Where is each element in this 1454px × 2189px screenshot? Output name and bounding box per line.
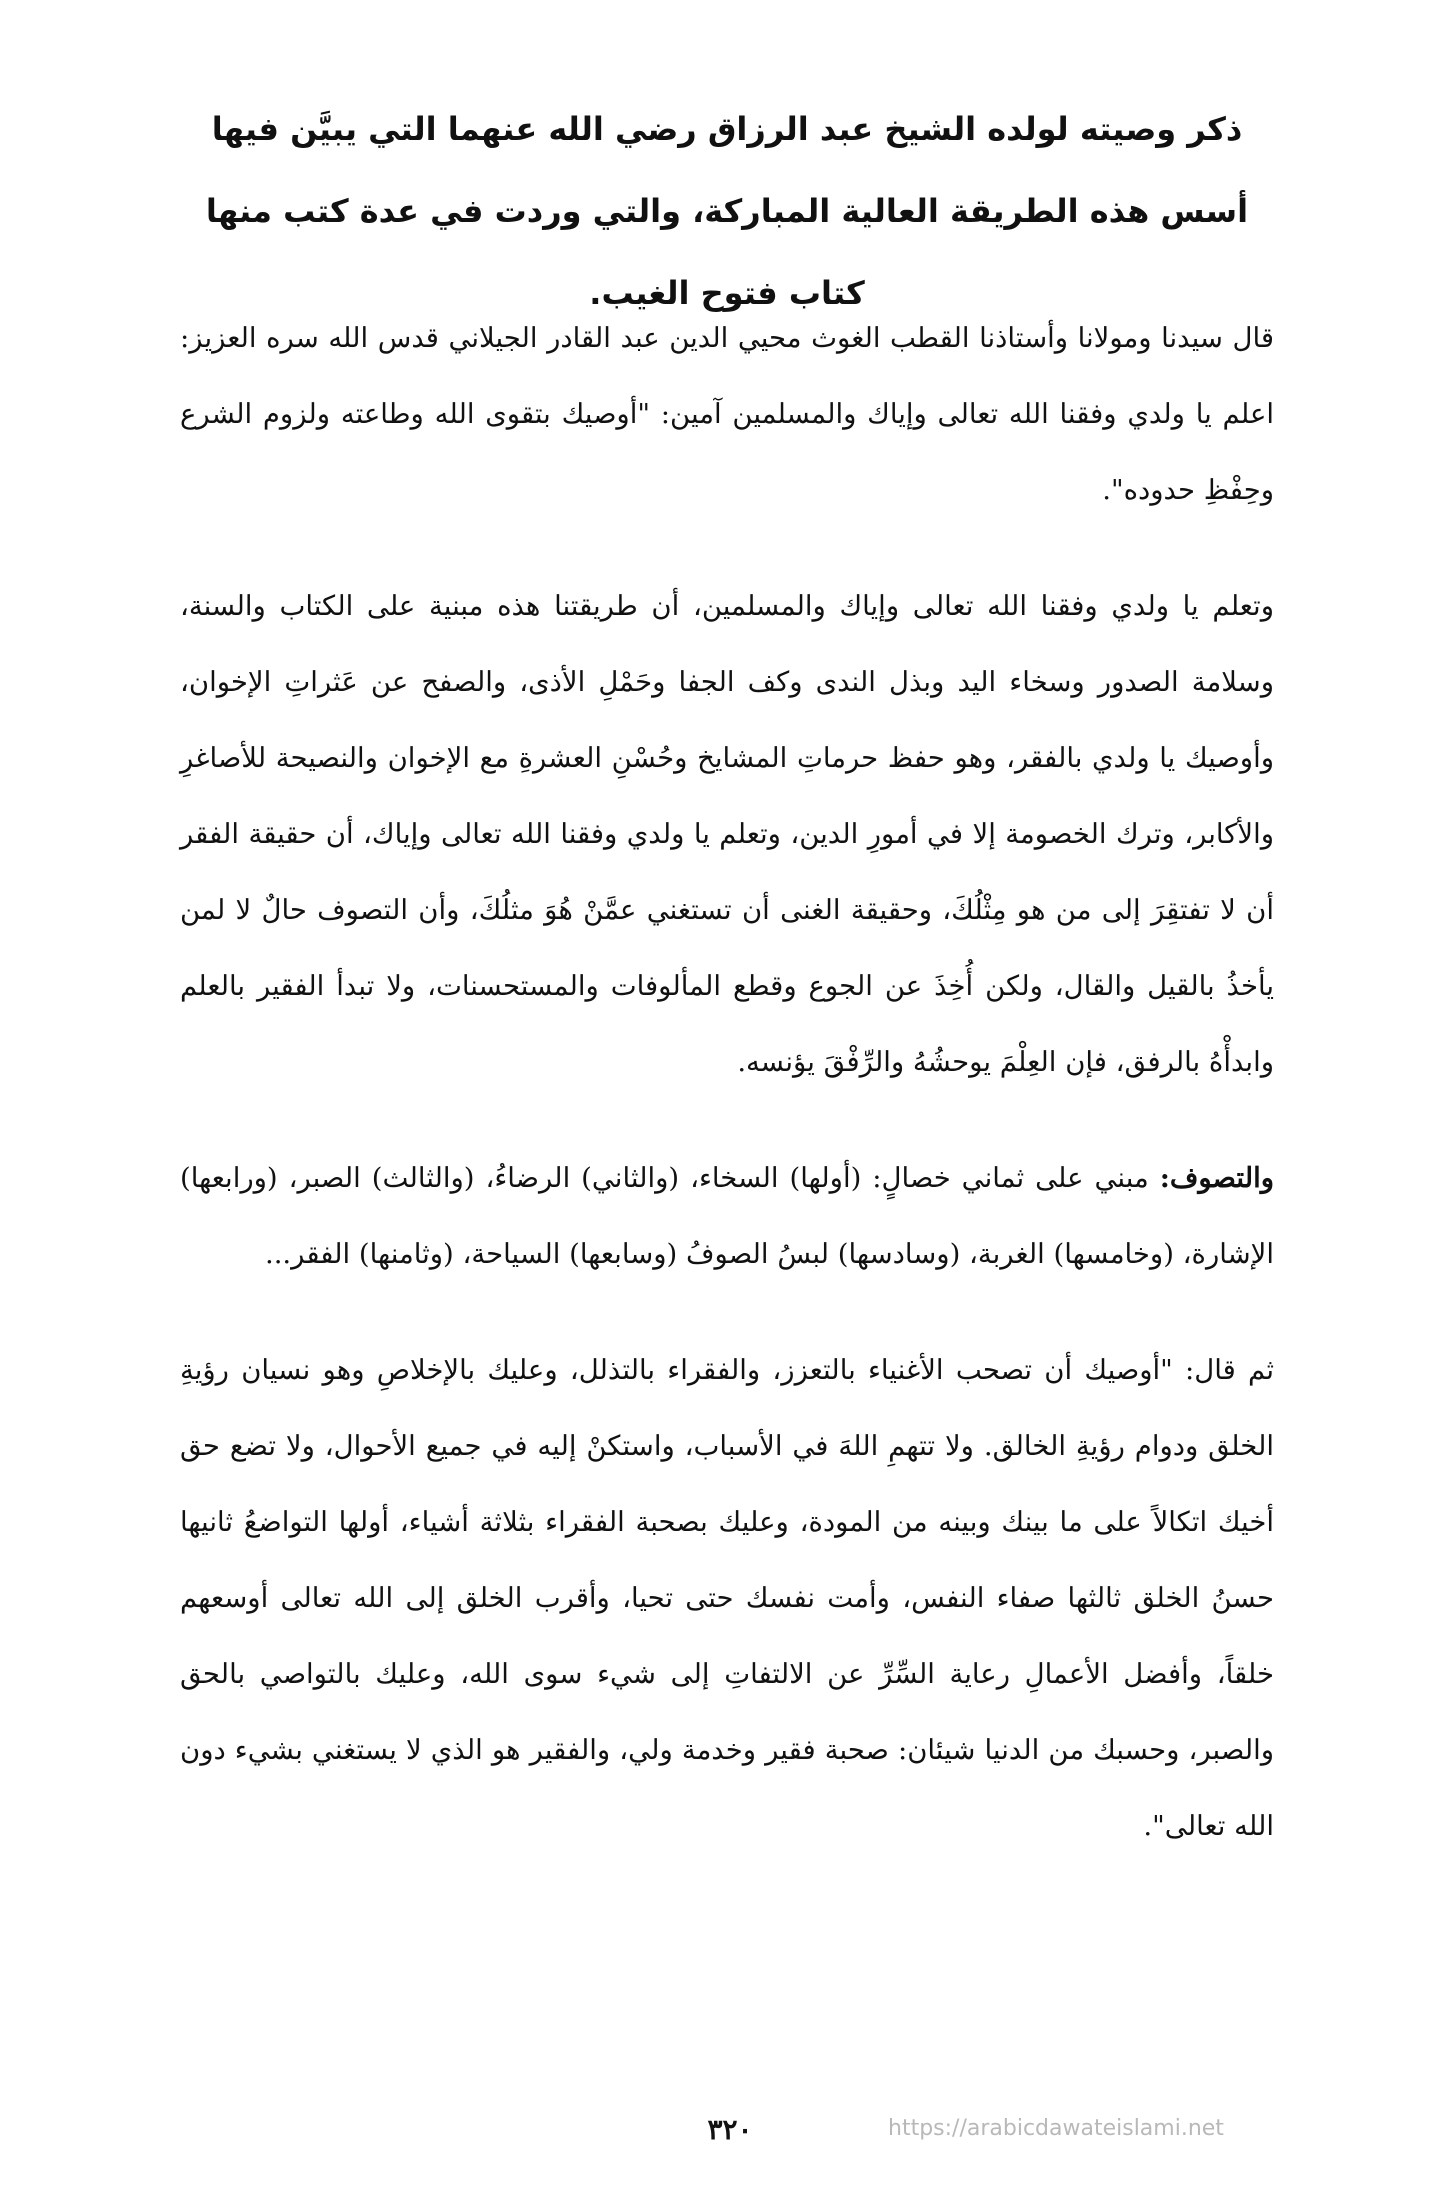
page-number: ٣٢٠ [707,2113,753,2146]
paragraph-2: وتعلم يا ولدي وفقنا الله تعالى وإياك والمسلمين، أن طريقتنا هذه مبنية على الكتاب والسنة، وسلامة الصدور وسخاء اليد وبذل الندى وكف الجفا وحَمْلِ الأذى، والصفح عن عَثراتِ الإخوان، وأوصيك يا ولدي بالفقر، وهو حفظ حرماتِ المشايخ وحُسْنِ العشرةِ مع الإخوان والنصيحة للأصاغرِ والأكابر، وترك الخصومة إلا في أمورِ الدين، وتعلم يا ولدي وفقنا الله تعالى وإياك، أن حقيقة الفقر أن لا تفتقِرَ إلى من هو مِثْلُكَ، وحقيقة الغنى أن تستغني عمَّنْ هُوَ مثلُكَ، وأن التصوف حالٌ لا لمن يأخذُ بالقيل والقال، ولكن أُخِذَ عن الجوع وقطع المألوفات والمستحسنات، ولا تبدأ الفقير بالعلم وابدأْهُ بالرفق، فإن العِلْمَ يوحشُهُ والرِّفْقَ يؤنسه. [180,590,1274,1078]
paragraph-4: ثم قال: "أوصيك أن تصحب الأغنياء بالتعزز، والفقراء بالتذلل، وعليك بالإخلاصِ وهو نسيان رؤيةِ الخلق ودوام رؤيةِ الخالق. ولا تتهمِ اللهَ في الأسباب، واستكنْ إليه في جميع الأحوال، ولا تضع حق أخيك اتكالاً على ما بينك وبينه من المودة، وعليك بصحبة الفقراء بثلاثة أشياء، أولها التواضعُ ثانيها حسنُ الخلق ثالثها صفاء النفس، وأمت نفسك حتى تحيا، وأقرب الخلق إلى الله تعالى أوسعهم خلقاً، وأفضل الأعمالِ رعاية السِّرِّ عن الالتفاتِ إلى شيء سوى الله، وعليك بالتواصي بالحق والصبر، وحسبك من الدنيا شيئان: صحبة فقير وخدمة ولي، والفقير هو الذي لا يستغني بشيء دون الله تعالى". [180,1354,1274,1842]
paragraph-3-lead: والتصوف: [1159,1162,1274,1194]
page-body [180,300,1274,1904]
watermark-url: https://arabicdawateislami.net [888,2116,1224,2141]
paragraph-3-text: مبني على ثماني خصالٍ: (أولها) السخاء، (والثاني) الرضاءُ، (والثالث) الصبر، (ورابعها) الإشارة، (وخامسها) الغربة، (وسادسها) لبسُ الصوفُ (وسابعها) السياحة، (وثامنها) الفقر... [180,1162,1274,1270]
chapter-heading: ذكر وصيته لولده الشيخ عبد الرزاق رضي الله عنهما التي يبيَّن فيها أسس هذه الطريقة العالية المباركة، والتي وردت في عدة كتب منها كتاب فتوح الغيب. [205,110,1249,312]
paragraph-1: قال سيدنا ومولانا وأستاذنا القطب الغوث محيي الدين عبد القادر الجيلاني قدس الله سره العزيز: اعلم يا ولدي وفقنا الله تعالى وإياك والمسلمين آمين: "أوصيك بتقوى الله وطاعته ولزوم الشرع وحِفْظِ حدوده". [180,322,1274,506]
paragraph-3 [180,1140,1274,1292]
